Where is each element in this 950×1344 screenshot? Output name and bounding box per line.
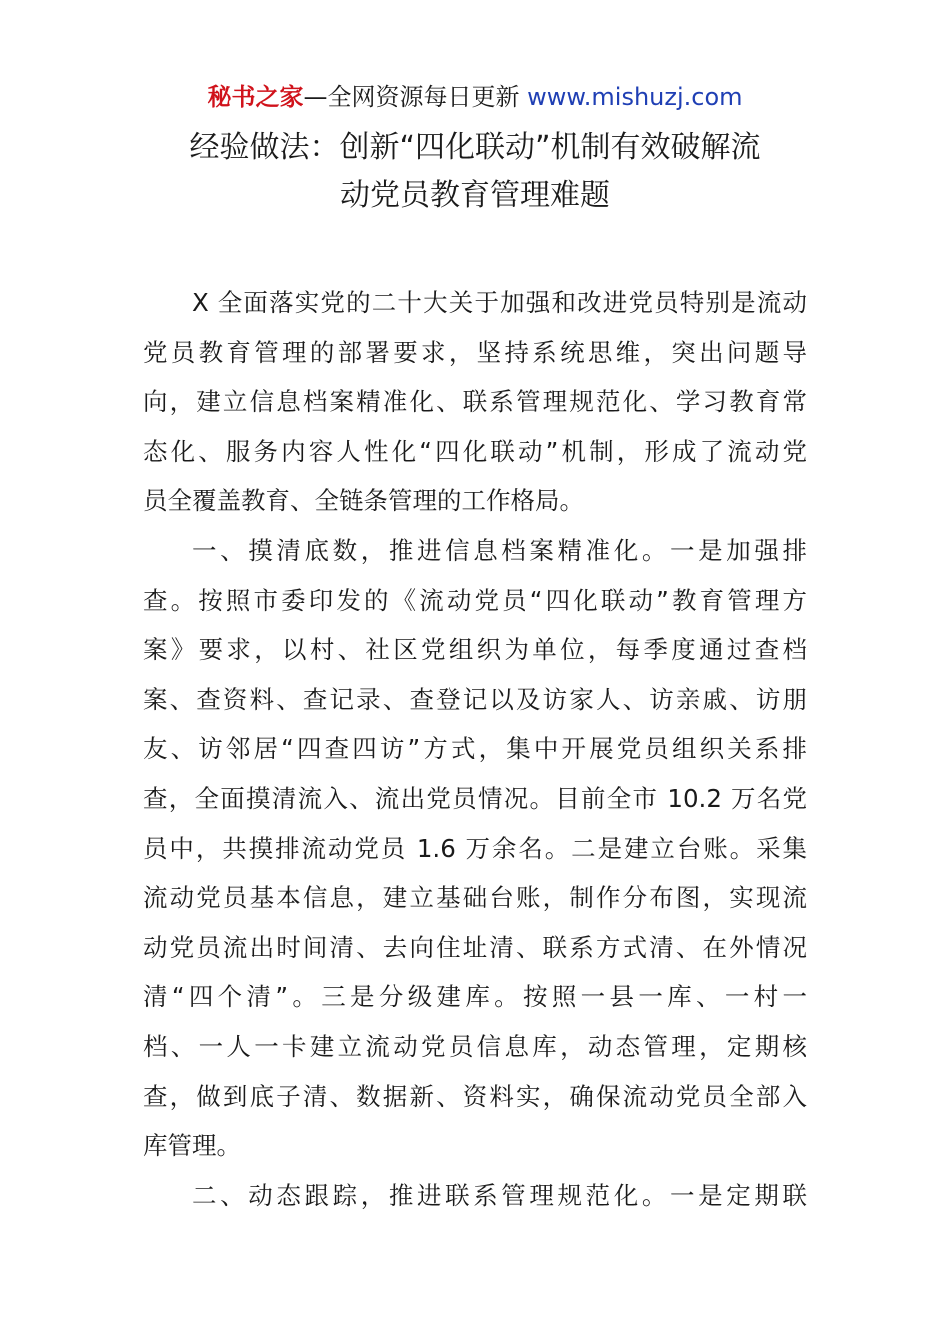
title-line-1: 经验做法：创新“四化联动”机制有效破解流 (189, 130, 761, 165)
paragraph-line: 动党员流出时间清、去向住址清、联系方式清、在外情况 (143, 932, 807, 962)
brand-name: 秘书之家 (207, 83, 304, 111)
paragraph-line: 清“四个清”。三是分级建库。按照一县一库、一村一 (143, 982, 807, 1012)
site-header (0, 80, 950, 114)
paragraph-line: 二、动态跟踪，推进联系管理规范化。一是定期联 (192, 1180, 807, 1210)
paragraph-line: 查。按照市委印发的《流动党员“四化联动”教育管理方 (143, 585, 807, 615)
paragraph-line: 流动党员基本信息，建立基础台账，制作分布图，实现流 (143, 883, 807, 913)
site-url-link[interactable]: www.mishuzj.com (527, 83, 743, 111)
paragraph-line: 查，全面摸清流入、流出党员情况。目前全市 10.2 万名党 (143, 783, 807, 813)
paragraph-line: 态化、服务内容人性化“四化联动”机制，形成了流动党 (143, 436, 807, 466)
paragraph-line: 档、一人一卡建立流动党员信息库，动态管理，定期核 (143, 1031, 807, 1061)
paragraph-line: X 全面落实党的二十大关于加强和改进党员特别是流动 (192, 288, 807, 317)
document-title (0, 124, 950, 220)
document-body (143, 278, 807, 1220)
title-line-2: 动党员教育管理难题 (340, 178, 610, 213)
paragraph-line: 一、摸清底数，推进信息档案精准化。一是加强排 (192, 535, 807, 565)
paragraph-line: 库管理。 (143, 1131, 241, 1161)
paragraph-line: 员全覆盖教育、全链条管理的工作格局。 (143, 486, 584, 516)
header-tagline: —全网资源每日更新 (303, 83, 520, 111)
paragraph-line: 员中，共摸排流动党员 1.6 万余名。二是建立台账。采集 (143, 833, 807, 863)
paragraph-line: 党员教育管理的部署要求，坚持系统思维，突出问题导 (143, 337, 807, 367)
paragraph-line: 案》要求，以村、社区党组织为单位，每季度通过查档 (143, 635, 807, 665)
paragraph-line: 查，做到底子清、数据新、资料实，确保流动党员全部入 (143, 1081, 807, 1111)
paragraph-line: 向，建立信息档案精准化、联系管理规范化、学习教育常 (143, 387, 807, 417)
paragraph-line: 案、查资料、查记录、查登记以及访家人、访亲戚、访朋 (143, 684, 807, 714)
paragraph-line: 友、访邻居“四查四访”方式，集中开展党员组织关系排 (143, 734, 807, 764)
